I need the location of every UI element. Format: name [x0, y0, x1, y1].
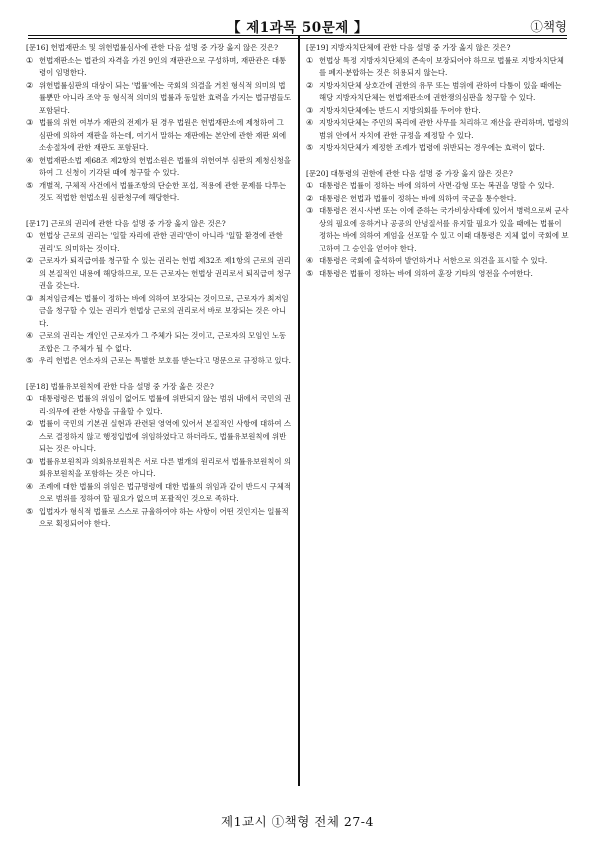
choice-number: ③: [26, 118, 34, 127]
question-stem: [306, 42, 570, 55]
question-number: [문16]: [26, 43, 49, 52]
question-number: [문19]: [306, 43, 329, 52]
choice-text: 근로의 권리는 개인인 근로자가 그 주체가 되는 것이고, 근로자의 모임인 노동조합은 그 주체가 될 수 없다.: [39, 331, 287, 353]
choice-text: 입법자가 형식적 법률로 스스로 규율하여야 하는 사항이 어떤 것인지는 일률적으로 획정되어야 한다.: [39, 506, 289, 528]
answer-choice: [26, 155, 292, 180]
page-header-title: 【 제1과목 50문제 】: [227, 20, 368, 36]
choice-text: 대통령령은 법률의 위임이 없어도 법률에 위반되지 않는 범위 내에서 국민의 권리·의무에 관한 사항을 규율할 수 있다.: [39, 394, 291, 416]
choice-number: ⑤: [26, 180, 34, 190]
choice-text: 조례에 대한 법률의 위임은 법규명령에 대한 법률의 위임과 같이 반드시 구체적으로 범위를 정하여 할 필요가 없으며 포괄적인 것으로 족하다.: [39, 481, 291, 503]
choice-number: ②: [26, 80, 34, 90]
answer-choice: [306, 193, 570, 206]
answer-choice: [26, 55, 292, 80]
choice-text: 헌법상 근로의 권리는 '일할 자리에 관한 권리'만이 아니라 '일할 환경에 관한 권리'도 의미하는 것이다.: [39, 231, 283, 253]
choice-text: 대통령은 법률이 정하는 바에 의하여 사면·감형 또는 복권을 명할 수 있다.: [319, 181, 555, 190]
choice-number: ④: [26, 331, 34, 340]
answer-choice: [26, 456, 292, 481]
question-text: 법률유보원칙에 관한 다음 설명 중 가장 옳은 것은?: [50, 381, 214, 391]
answer-choice: [26, 418, 292, 456]
choice-number: ③: [306, 105, 314, 115]
answer-choice: [306, 142, 570, 155]
column-divider: [298, 36, 300, 786]
choice-text: 법률유보원칙과 의회유보원칙은 서로 다른 별개의 원리로서 법률유보원칙이 의회유보원칙을 포함하는 것은 아니다.: [39, 456, 292, 478]
answer-choice: [26, 506, 292, 531]
choice-text: 헌법재판소법 제68조 제2항의 헌법소원은 법률의 위헌여부 심판의 제청신청을 하여 그 신청이 기각된 때에 청구할 수 있다.: [39, 155, 291, 177]
answer-choice: [26, 355, 292, 368]
choice-number: ⑤: [26, 356, 34, 365]
choice-text: 법률이 국민의 기본권 실현과 관련된 영역에 있어서 본질적인 사항에 대하여 스스로 결정하지 않고 행정입법에 위임하였다고 하더라도, 법률유보원칙에 위반되는 것은 아니다.: [39, 419, 291, 453]
answer-choice: [26, 180, 292, 205]
answer-choice: [26, 255, 292, 293]
choice-number: ④: [306, 256, 314, 265]
choice-text: 우리 헌법은 연소자의 근로는 특별한 보호를 받는다고 명문으로 규정하고 있다.: [39, 356, 291, 365]
right-column: [306, 42, 570, 293]
choice-text: 대통령은 전시·사변 또는 이에 준하는 국가비상사태에 있어서 병력으로써 군사상의 필요에 응하거나 공공의 안녕질서를 유지할 필요가 있을 때에는 법률이 정하는 바에 의하여 계엄을 선포할 수 있고 이때 대통령은 지체 없이 국회에 보고하여 그 승인을 얻어야 한다.: [319, 206, 569, 253]
choice-number: ②: [26, 256, 34, 265]
choice-number: ①: [26, 394, 34, 403]
answer-choice: [26, 330, 292, 355]
question-text: 헌법재판소 및 위헌법률심사에 관한 다음 설명 중 가장 옳지 않은 것은?: [50, 43, 279, 52]
question-block: [26, 218, 292, 368]
question-block: [306, 42, 570, 155]
choice-number: ①: [26, 55, 34, 65]
question-stem: [26, 381, 292, 394]
answer-choice: [26, 117, 292, 155]
answer-choice: [26, 481, 292, 506]
question-number: [문18]: [26, 381, 49, 391]
answer-choice: [306, 55, 570, 80]
choice-text: 근로자가 퇴직급여를 청구할 수 있는 권리는 헌법 제32조 제1항의 근로의 권리의 본질적인 내용에 해당하므로, 모든 근로자는 헌법상 권리로서 퇴직급여 청구권을 갖는다.: [39, 256, 291, 290]
answer-choice: [306, 80, 570, 105]
page-footer: 제1교시 ①책형 전체 27-4: [221, 814, 374, 829]
question-text: 대통령의 권한에 관한 다음 설명 중 가장 옳지 않은 것은?: [330, 168, 513, 178]
answer-choice: [306, 105, 570, 118]
question-block: [26, 381, 292, 531]
question-number: [문17]: [26, 218, 49, 228]
choice-number: ⑤: [306, 143, 314, 152]
left-column: [26, 42, 292, 544]
choice-number: ①: [306, 55, 314, 65]
choice-text: 지방자치단체는 주민의 복리에 관한 사무를 처리하고 재산을 관리하며, 법령의 범위 안에서 자치에 관한 규정을 제정할 수 있다.: [319, 118, 569, 140]
choice-text: 최저임금제는 법률이 정하는 바에 의하여 보장되는 것이므로, 근로자가 최저임금을 청구할 수 있는 권리가 헌법상 근로의 권리로서 바로 보장되는 것은 아니다.: [39, 293, 289, 328]
answer-choice: [306, 268, 570, 281]
question-text: 지방자치단체에 관한 다음 설명 중 가장 옳지 않은 것은?: [330, 43, 511, 52]
choice-text: 대통령은 헌법과 법률이 정하는 바에 의하여 국군을 통수한다.: [319, 193, 517, 203]
choice-number: ③: [26, 456, 34, 466]
choice-number: ⑤: [26, 506, 34, 516]
choice-text: 지방자치단체에는 반드시 지방의회를 두어야 한다.: [319, 105, 481, 115]
choice-number: ③: [26, 293, 34, 303]
choice-number: ③: [306, 206, 314, 215]
question-stem: [26, 218, 292, 231]
answer-choice: [26, 293, 292, 331]
choice-number: ④: [26, 481, 34, 491]
question-block: [26, 42, 292, 205]
choice-number: ④: [26, 155, 34, 165]
choice-text: 지방자치단체가 제정한 조례가 법령에 위반되는 경우에는 효력이 없다.: [319, 143, 545, 152]
answer-choice: [26, 80, 292, 118]
choice-text: 대통령은 국회에 출석하여 발언하거나 서한으로 의견을 표시할 수 있다.: [319, 256, 548, 265]
choice-number: ②: [26, 419, 34, 428]
question-stem: [306, 168, 570, 181]
choice-text: 개별적, 구체적 사건에서 법률조항의 단순한 포섭, 적용에 관한 문제를 다투는 것도 적법한 헌법소원 심판청구에 해당한다.: [39, 180, 287, 202]
question-stem: [26, 42, 292, 55]
choice-number: ②: [306, 80, 314, 90]
answer-choice: [306, 180, 570, 193]
form-type-label: ①책형: [530, 19, 567, 34]
answer-choice: [306, 205, 570, 255]
choice-number: ⑤: [306, 268, 314, 278]
question-block: [306, 168, 570, 281]
choice-text: 대통령은 법률이 정하는 바에 의하여 훈장 기타의 영전을 수여한다.: [319, 268, 533, 278]
answer-choice: [26, 393, 292, 418]
choice-number: ②: [306, 193, 314, 203]
answer-choice: [306, 117, 570, 142]
choice-text: 법률의 위헌 여부가 재판의 전제가 된 경우 법원은 헌법재판소에 제청하여 그 심판에 의하여 재판을 하는데, 여기서 말하는 재판에는 본안에 관한 재판 외에 소송절차에 관한 재판도 포함된다.: [39, 118, 287, 152]
choice-number: ①: [26, 231, 34, 240]
choice-text: 지방자치단체 상호간에 권한의 유무 또는 범위에 관하여 다툼이 있을 때에는 해당 지방자치단체는 헌법재판소에 권한쟁의심판을 청구할 수 있다.: [319, 80, 562, 102]
question-number: [문20]: [306, 168, 329, 178]
answer-choice: [26, 230, 292, 255]
answer-choice: [306, 255, 570, 268]
question-text: 근로의 권리에 관한 다음 설명 중 가장 옳지 않은 것은?: [50, 218, 226, 228]
choice-number: ④: [306, 118, 314, 127]
choice-number: ①: [306, 181, 314, 190]
choice-text: 위헌법률심판의 대상이 되는 '법률'에는 국회의 의결을 거친 형식적 의미의 법률뿐만 아니라 조약 등 형식적 의미의 법률과 동일한 효력을 가지는 법규범들도 포함된다.: [39, 80, 291, 115]
choice-text: 헌법상 특정 지방자치단체의 존속이 보장되어야 하므로 법률로 지방자치단체를 폐지·분합하는 것은 허용되지 않는다.: [319, 55, 564, 77]
choice-text: 헌법재판소는 법관의 자격을 가진 9인의 재판관으로 구성하며, 재판관은 대통령이 임명한다.: [39, 55, 287, 77]
